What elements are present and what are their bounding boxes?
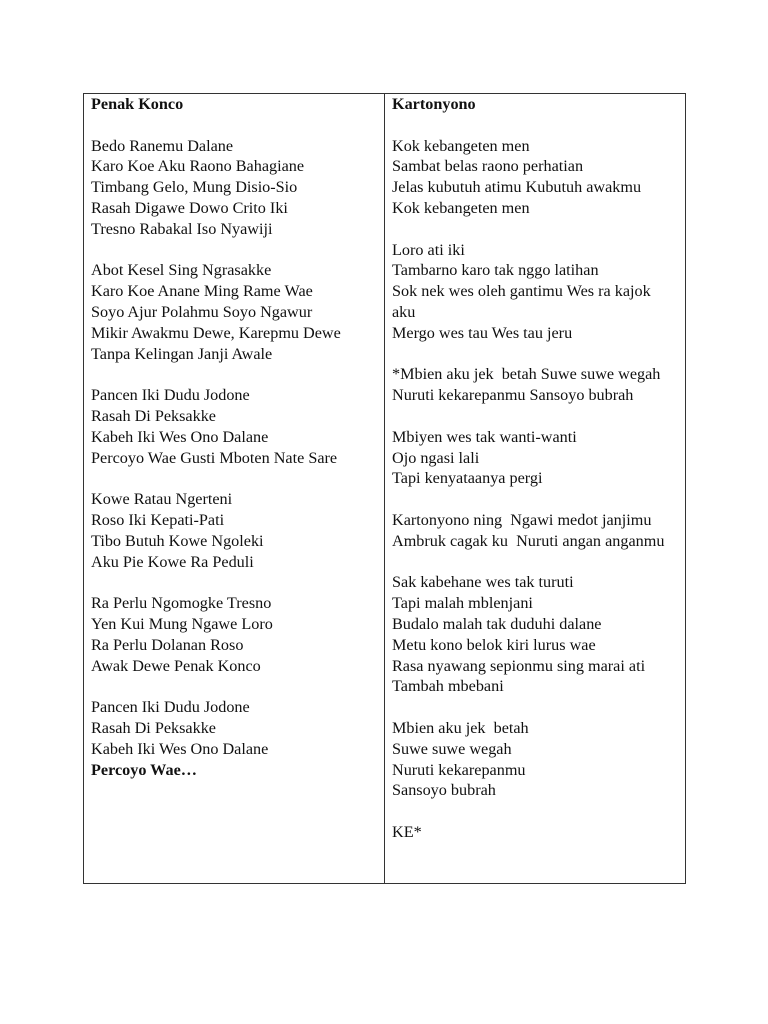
right-song-title: Kartonyono	[392, 95, 476, 113]
lyric-line: Kabeh Iki Wes Ono Dalane	[91, 739, 269, 758]
lyric-line: Sak kabehane wes tak turuti	[392, 573, 574, 592]
stanza	[392, 822, 678, 843]
stanza	[91, 697, 377, 780]
lyric-line: Suwe suwe wegah	[392, 739, 512, 758]
lyric-line: Yen Kui Mung Ngawe Loro	[91, 614, 273, 633]
lyric-line: Awak Dewe Penak Konco	[91, 656, 261, 675]
lyric-line: Karo Koe Anane Ming Rame Wae	[91, 282, 313, 301]
lyric-line: Mbien aku jek betah	[392, 718, 529, 737]
stanza	[91, 385, 377, 468]
lyric-line: Rasah Digawe Dowo Crito Iki	[91, 198, 288, 217]
lyric-line: Kok kebangeten men	[392, 136, 530, 155]
lyric-line: Percoyo Wae Gusti Mboten Nate Sare	[91, 448, 338, 467]
lyric-line: Kabeh Iki Wes Ono Dalane	[91, 427, 269, 446]
stanza	[91, 489, 377, 572]
lyric-line: *Mbien aku jek betah Suwe suwe wegah	[392, 365, 661, 384]
lyric-line: Tapi kenyataanya pergi	[392, 469, 543, 488]
left-song-title: Penak Konco	[91, 95, 184, 113]
stanza	[392, 364, 678, 406]
lyric-line: Sok nek wes oleh gantimu Wes ra kajok aku	[392, 282, 655, 321]
lyric-line: Mbiyen wes tak wanti-wanti	[392, 427, 577, 446]
stanza	[91, 136, 377, 240]
lyric-line: Nuruti kekarepanmu	[392, 760, 526, 779]
lyric-line: Kok kebangeten men	[392, 198, 530, 217]
lyric-line: Kartonyono ning Ngawi medot janjimu	[392, 510, 652, 529]
lyric-line: Roso Iki Kepati-Pati	[91, 510, 225, 529]
lyric-line: Tibo Butuh Kowe Ngoleki	[91, 531, 264, 550]
lyric-line: Tambah mbebani	[392, 677, 504, 696]
lyric-line: Sambat belas raono perhatian	[392, 157, 584, 176]
lyric-line: Timbang Gelo, Mung Disio-Sio	[91, 178, 298, 197]
stanza	[91, 260, 377, 364]
lyric-line: Soyo Ajur Polahmu Soyo Ngawur	[91, 302, 313, 321]
lyric-line: KE*	[392, 822, 422, 841]
lyric-line: Ra Perlu Ngomogke Tresno	[91, 594, 272, 613]
lyric-line: Rasa nyawang sepionmu sing marai ati	[392, 656, 646, 675]
lyric-line: Budalo malah tak duduhi dalane	[392, 614, 602, 633]
lyric-line: Pancen Iki Dudu Jodone	[91, 386, 250, 405]
lyric-line-truncated: Percoyo Wae…	[91, 760, 197, 779]
lyric-line: Pancen Iki Dudu Jodone	[91, 698, 250, 717]
lyric-line: Kowe Ratau Ngerteni	[91, 490, 233, 509]
lyric-line: Metu kono belok kiri lurus wae	[392, 635, 596, 654]
lyric-line: Tresno Rabakal Iso Nyawiji	[91, 219, 273, 238]
lyric-line: Mikir Awakmu Dewe, Karepmu Dewe	[91, 323, 341, 342]
lyric-line: Nuruti kekarepanmu Sansoyo bubrah	[392, 386, 634, 405]
lyric-line: Tapi malah mblenjani	[392, 594, 533, 613]
lyric-line: Karo Koe Aku Raono Bahagiane	[91, 157, 305, 176]
lyric-line: Sansoyo bubrah	[392, 781, 496, 800]
lyric-line: Rasah Di Peksakke	[91, 718, 216, 737]
stanza	[392, 718, 678, 801]
lyric-line: Ojo ngasi lali	[392, 448, 480, 467]
lyric-line: Jelas kubutuh atimu Kubutuh awakmu	[392, 178, 642, 197]
lyric-line: Loro ati iki	[392, 240, 465, 259]
lyric-line: Tambarno karo tak nggo latihan	[392, 261, 599, 280]
left-song-column	[84, 94, 385, 883]
stanza	[91, 593, 377, 676]
lyric-line: Ambruk cagak ku Nuruti angan anganmu	[392, 531, 665, 550]
stanza	[392, 510, 678, 552]
lyrics-table	[83, 93, 686, 884]
lyric-line: Rasah Di Peksakke	[91, 406, 216, 425]
lyric-line: Ra Perlu Dolanan Roso	[91, 635, 244, 654]
lyric-line: Bedo Ranemu Dalane	[91, 136, 234, 155]
lyric-line: Tanpa Kelingan Janji Awale	[91, 344, 273, 363]
lyric-line: Aku Pie Kowe Ra Peduli	[91, 552, 254, 571]
stanza	[392, 427, 678, 489]
stanza	[392, 240, 678, 344]
stanza	[392, 572, 678, 697]
lyric-line: Abot Kesel Sing Ngrasakke	[91, 261, 272, 280]
right-song-column	[385, 94, 685, 883]
stanza	[392, 136, 678, 219]
lyric-line: Mergo wes tau Wes tau jeru	[392, 323, 573, 342]
